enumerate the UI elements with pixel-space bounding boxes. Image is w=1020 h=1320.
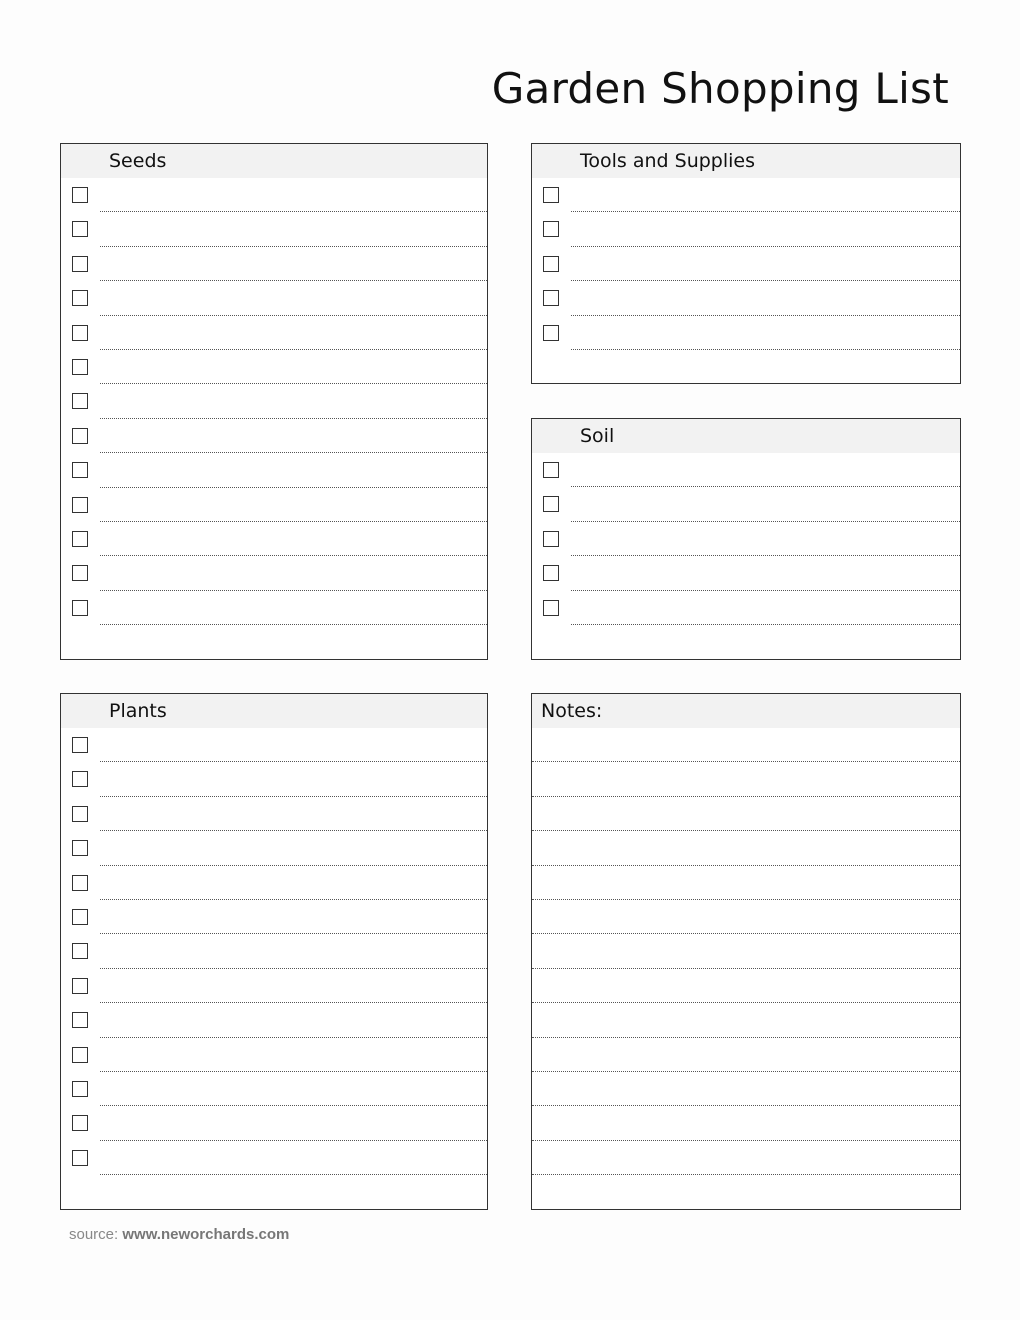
- checkbox[interactable]: [543, 325, 559, 341]
- checkbox[interactable]: [72, 187, 88, 203]
- checkbox[interactable]: [72, 462, 88, 478]
- checkbox[interactable]: [72, 1115, 88, 1131]
- tools-header: Tools and Supplies: [532, 144, 960, 178]
- notes-list-item: [532, 1106, 960, 1140]
- notes-list-item: [532, 1072, 960, 1106]
- seeds-header: Seeds: [61, 144, 487, 178]
- checkbox[interactable]: [543, 187, 559, 203]
- soil-list-item: [532, 522, 960, 556]
- write-line[interactable]: [532, 1174, 960, 1175]
- notes-list-item: [532, 797, 960, 831]
- plants-header: Plants: [61, 694, 487, 728]
- checkbox[interactable]: [72, 497, 88, 513]
- plants-panel: [60, 693, 488, 1210]
- plants-list-item: [61, 1106, 487, 1140]
- write-line[interactable]: [571, 624, 960, 625]
- plants-list-item: [61, 1003, 487, 1037]
- plants-list-item: [61, 900, 487, 934]
- notes-list-item: [532, 934, 960, 968]
- write-line[interactable]: [571, 349, 960, 350]
- notes-list-item: [532, 1003, 960, 1037]
- plants-list-item: [61, 797, 487, 831]
- seeds-list-item: [61, 556, 487, 590]
- seeds-list-item: [61, 350, 487, 384]
- checkbox[interactable]: [72, 737, 88, 753]
- checkbox[interactable]: [543, 565, 559, 581]
- seeds-panel: [60, 143, 488, 660]
- notes-list-item: [532, 969, 960, 1003]
- checkbox[interactable]: [72, 840, 88, 856]
- checkbox[interactable]: [72, 1150, 88, 1166]
- checkbox[interactable]: [72, 393, 88, 409]
- plants-list-item: [61, 934, 487, 968]
- source-prefix: source:: [69, 1226, 123, 1243]
- seeds-list-item: [61, 247, 487, 281]
- checkbox[interactable]: [72, 359, 88, 375]
- tools-list-item: [532, 247, 960, 281]
- notes-list-item: [532, 728, 960, 762]
- checkbox[interactable]: [72, 256, 88, 272]
- tools-list-item: [532, 281, 960, 315]
- seeds-list-item: [61, 488, 487, 522]
- write-line[interactable]: [100, 1174, 487, 1175]
- seeds-list-item: [61, 419, 487, 453]
- seeds-list-item: [61, 522, 487, 556]
- notes-list-item: [532, 1038, 960, 1072]
- checkbox[interactable]: [72, 428, 88, 444]
- notes-list: [532, 728, 960, 1175]
- checkbox[interactable]: [72, 771, 88, 787]
- checkbox[interactable]: [72, 600, 88, 616]
- plants-list-item: [61, 728, 487, 762]
- plants-list-item: [61, 1141, 487, 1175]
- notes-list-item: [532, 762, 960, 796]
- checkbox[interactable]: [72, 531, 88, 547]
- soil-list: [532, 453, 960, 625]
- checkbox[interactable]: [72, 1012, 88, 1028]
- plants-list-item: [61, 969, 487, 1003]
- tools-list-item: [532, 316, 960, 350]
- plants-list-item: [61, 1072, 487, 1106]
- checkbox[interactable]: [72, 1081, 88, 1097]
- checkbox[interactable]: [72, 943, 88, 959]
- checkbox[interactable]: [72, 221, 88, 237]
- checkbox[interactable]: [72, 875, 88, 891]
- seeds-list-item: [61, 316, 487, 350]
- checkbox[interactable]: [543, 462, 559, 478]
- soil-list-item: [532, 453, 960, 487]
- notes-panel: [531, 693, 961, 1210]
- soil-list-item: [532, 487, 960, 521]
- seeds-list-item: [61, 178, 487, 212]
- checkbox[interactable]: [543, 290, 559, 306]
- checkbox[interactable]: [72, 325, 88, 341]
- soil-list-item: [532, 556, 960, 590]
- seeds-list: [61, 178, 487, 625]
- notes-list-item: [532, 831, 960, 865]
- checkbox[interactable]: [72, 909, 88, 925]
- soil-header: Soil: [532, 419, 960, 453]
- seeds-list-item: [61, 384, 487, 418]
- checkbox[interactable]: [72, 565, 88, 581]
- tools-list: [532, 178, 960, 350]
- checkbox[interactable]: [543, 600, 559, 616]
- checkbox[interactable]: [543, 531, 559, 547]
- seeds-list-item: [61, 212, 487, 246]
- source-site[interactable]: www.neworchards.com: [122, 1226, 290, 1243]
- plants-list-item: [61, 831, 487, 865]
- plants-list-item: [61, 866, 487, 900]
- seeds-list-item: [61, 591, 487, 625]
- tools-list-item: [532, 178, 960, 212]
- checkbox[interactable]: [543, 256, 559, 272]
- soil-list-item: [532, 591, 960, 625]
- checkbox[interactable]: [543, 496, 559, 512]
- checkbox[interactable]: [543, 221, 559, 237]
- checkbox[interactable]: [72, 1047, 88, 1063]
- notes-list-item: [532, 866, 960, 900]
- seeds-list-item: [61, 281, 487, 315]
- write-line[interactable]: [100, 624, 487, 625]
- plants-list-item: [61, 1038, 487, 1072]
- seeds-list-item: [61, 453, 487, 487]
- checkbox[interactable]: [72, 978, 88, 994]
- notes-list-item: [532, 1141, 960, 1175]
- tools-list-item: [532, 212, 960, 246]
- notes-header: Notes:: [532, 694, 960, 728]
- checkbox[interactable]: [72, 806, 88, 822]
- plants-list: [61, 728, 487, 1175]
- checkbox[interactable]: [72, 290, 88, 306]
- notes-list-item: [532, 900, 960, 934]
- source-credit: [69, 1226, 289, 1243]
- tools-panel: [531, 143, 961, 384]
- page-title: Garden Shopping List: [491, 64, 949, 113]
- plants-list-item: [61, 762, 487, 796]
- soil-panel: [531, 418, 961, 660]
